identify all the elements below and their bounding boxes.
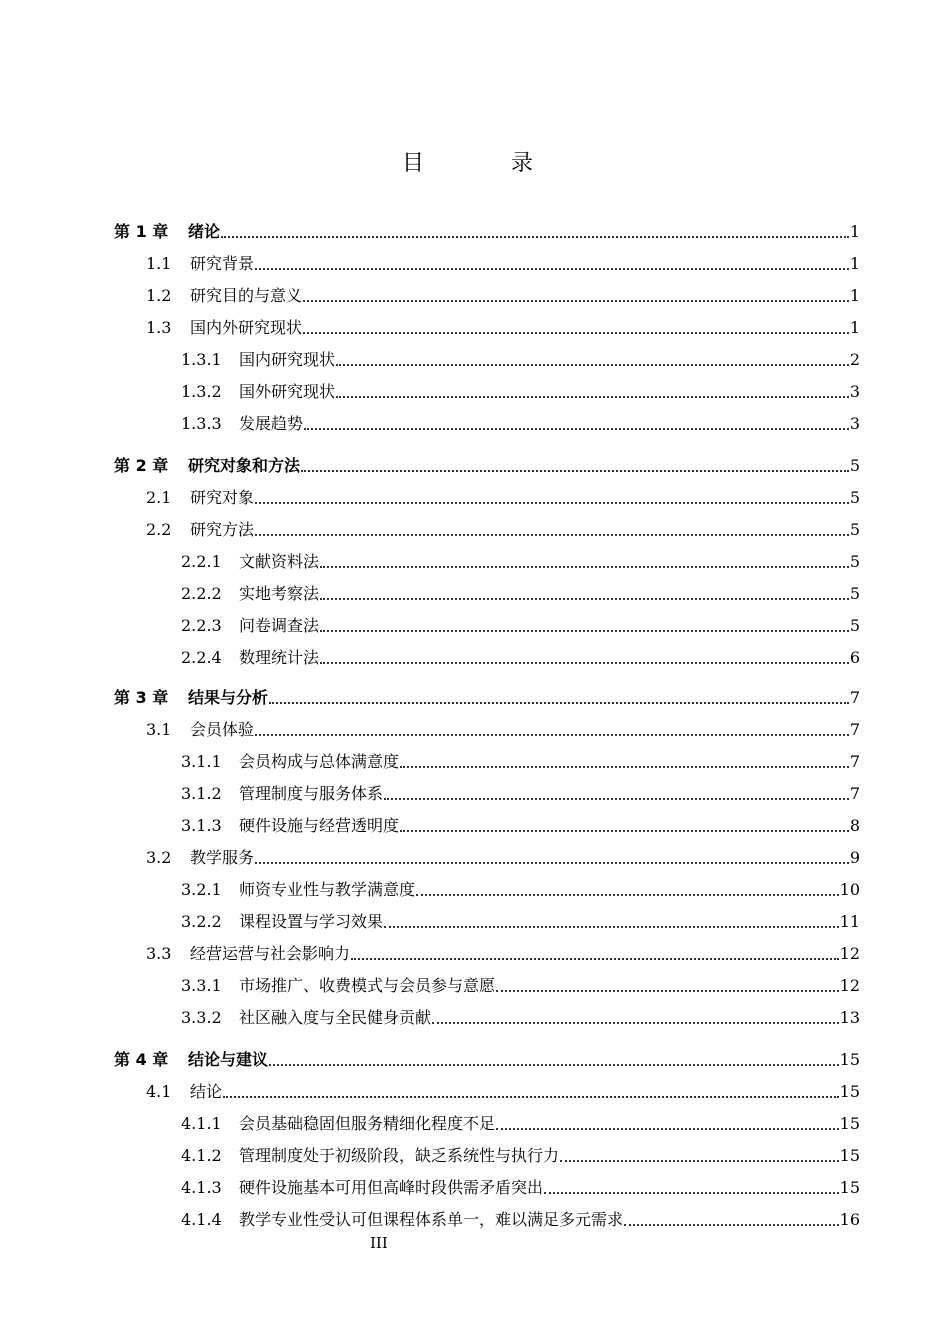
toc-section-entry[interactable]: [146, 934, 860, 964]
toc-entry-number: 2.2.2: [181, 584, 222, 603]
toc-entry-title: 会员基础稳固但服务精细化程度不足: [239, 1114, 496, 1133]
toc-entry-page: 10: [839, 880, 860, 899]
toc-entry-page: 7: [849, 752, 860, 771]
toc-subsection-entry[interactable]: [181, 574, 860, 604]
toc-leader-dots: [496, 989, 839, 992]
toc-chapter-entry[interactable]: [114, 678, 860, 708]
toc-leader-dots: [544, 1191, 839, 1194]
toc-leader-dots: [384, 925, 839, 928]
toc-subsection-entry[interactable]: [181, 966, 860, 996]
toc-entry-number: 4.1.2: [181, 1146, 222, 1165]
toc-subsection-entry[interactable]: [181, 806, 860, 836]
toc-entry-page: 1: [849, 318, 860, 337]
toc-entry-page: 15: [839, 1146, 860, 1165]
toc-entry-title: 硬件设施与经营透明度: [239, 816, 400, 835]
toc-entry-page: 12: [839, 944, 860, 963]
toc-entry-number: 4.1.3: [181, 1178, 222, 1197]
toc-chapter-entry[interactable]: [114, 212, 860, 242]
toc-entry-title: 发展趋势: [239, 414, 304, 433]
toc-entry-page: 1: [849, 254, 860, 273]
toc-entry-number: 2.2.1: [181, 552, 222, 571]
toc-section-entry[interactable]: [146, 1072, 860, 1102]
toc-entry-title: 社区融入度与全民健身贡献: [239, 1008, 432, 1027]
toc-entry-title: 经营运营与社会影响力: [190, 944, 351, 963]
toc-entry-page: 5: [849, 520, 860, 539]
toc-entry-number: 第 2 章: [114, 456, 169, 475]
toc-entry-title: 结论与建议: [188, 1050, 269, 1069]
toc-entry-title: 管理制度与服务体系: [239, 784, 384, 803]
toc-entry-number: 4.1.4: [181, 1210, 222, 1229]
toc-leader-dots: [560, 1159, 839, 1162]
toc-leader-dots: [624, 1223, 839, 1226]
toc-leader-dots: [301, 469, 849, 472]
page-title: 目 录: [402, 151, 573, 176]
toc-section-entry[interactable]: [146, 276, 860, 306]
toc-entry-page: 1: [849, 222, 860, 241]
toc-entry-number: 3.2: [146, 848, 172, 867]
toc-leader-dots: [351, 957, 839, 960]
toc-leader-dots: [255, 533, 849, 536]
toc-entry-number: 1.1: [146, 254, 172, 273]
toc-entry-title: 绪论: [188, 222, 221, 241]
toc-entry-page: 5: [849, 584, 860, 603]
toc-entry-number: 3.3: [146, 944, 172, 963]
toc-entry-page: 7: [849, 688, 860, 707]
toc-leader-dots: [255, 733, 849, 736]
toc-subsection-entry[interactable]: [181, 372, 860, 402]
toc-subsection-entry[interactable]: [181, 542, 860, 572]
toc-entry-page: 15: [839, 1178, 860, 1197]
toc-subsection-entry[interactable]: [181, 638, 860, 668]
toc-entry-number: 第 3 章: [114, 688, 169, 707]
toc-entry-page: 12: [839, 976, 860, 995]
toc-leader-dots: [255, 267, 849, 270]
toc-entry-page: 15: [839, 1050, 860, 1069]
toc-leader-dots: [416, 893, 839, 896]
toc-leader-dots: [384, 797, 849, 800]
toc-entry-title: 实地考察法: [239, 584, 320, 603]
toc-entry-title: 数理统计法: [239, 648, 320, 667]
toc-entry-page: 6: [849, 648, 860, 667]
toc-leader-dots: [303, 331, 849, 334]
toc-entry-page: 5: [849, 552, 860, 571]
toc-entry-number: 2.2.4: [181, 648, 222, 667]
toc-entry-title: 文献资料法: [239, 552, 320, 571]
toc-entry-page: 7: [849, 720, 860, 739]
page-number-footer: III: [370, 1234, 388, 1252]
toc-entry-page: 11: [839, 912, 860, 931]
toc-entry-number: 3.1.3: [181, 816, 222, 835]
toc-subsection-entry[interactable]: [181, 1200, 860, 1230]
toc-entry-title: 问卷调查法: [239, 616, 320, 635]
toc-chapter-entry[interactable]: [114, 1040, 860, 1070]
toc-leader-dots: [303, 299, 849, 302]
toc-leader-dots: [269, 1063, 839, 1066]
toc-leader-dots: [223, 1095, 839, 1098]
toc-section-entry[interactable]: [146, 510, 860, 540]
toc-entry-title: 国内外研究现状: [190, 318, 303, 337]
toc-entry-page: 15: [839, 1114, 860, 1133]
toc-subsection-entry[interactable]: [181, 1104, 860, 1134]
toc-leader-dots: [496, 1127, 839, 1130]
toc-entry-number: 1.2: [146, 286, 172, 305]
toc-leader-dots: [320, 629, 849, 632]
toc-subsection-entry[interactable]: [181, 902, 860, 932]
toc-entry-title: 研究对象: [190, 488, 255, 507]
toc-entry-title: 硬件设施基本可用但高峰时段供需矛盾突出: [239, 1178, 544, 1197]
toc-leader-dots: [255, 861, 849, 864]
toc-entry-title: 结论: [190, 1082, 223, 1101]
toc-entry-page: 16: [839, 1210, 860, 1229]
toc-subsection-entry[interactable]: [181, 998, 860, 1028]
toc-leader-dots: [320, 597, 849, 600]
toc-entry-number: 第 4 章: [114, 1050, 169, 1069]
toc-entry-page: 9: [849, 848, 860, 867]
toc-entry-title: 课程设置与学习效果: [239, 912, 384, 931]
toc-entry-page: 3: [849, 382, 860, 401]
toc-entry-page: 13: [839, 1008, 860, 1027]
toc-leader-dots: [400, 765, 849, 768]
toc-entry-number: 4.1: [146, 1082, 172, 1101]
toc-entry-page: 5: [849, 616, 860, 635]
toc-leader-dots: [269, 701, 849, 704]
toc-entry-number: 1.3.1: [181, 350, 222, 369]
toc-entry-number: 3.2.1: [181, 880, 222, 899]
toc-entry-page: 8: [849, 816, 860, 835]
toc-entry-title: 研究目的与意义: [190, 286, 303, 305]
toc-leader-dots: [336, 363, 849, 366]
toc-subsection-entry[interactable]: [181, 1136, 860, 1166]
toc-chapter-entry[interactable]: [114, 446, 860, 476]
toc-entry-title: 研究方法: [190, 520, 255, 539]
toc-entry-title: 结果与分析: [188, 688, 269, 707]
toc-leader-dots: [304, 427, 849, 430]
toc-entry-number: 3.3.2: [181, 1008, 222, 1027]
toc-entry-number: 3.1.1: [181, 752, 222, 771]
toc-entry-title: 管理制度处于初级阶段，缺乏系统性与执行力: [239, 1146, 560, 1165]
toc-subsection-entry[interactable]: [181, 774, 860, 804]
toc-leader-dots: [320, 661, 849, 664]
toc-subsection-entry[interactable]: [181, 742, 860, 772]
toc-entry-number: 第 1 章: [114, 222, 169, 241]
toc-section-entry[interactable]: [146, 710, 860, 740]
toc-entry-title: 国外研究现状: [239, 382, 336, 401]
toc-section-entry[interactable]: [146, 244, 860, 274]
toc-leader-dots: [320, 565, 849, 568]
toc-entry-page: 2: [849, 350, 860, 369]
toc-entry-title: 国内研究现状: [239, 350, 336, 369]
toc-section-entry[interactable]: [146, 308, 860, 338]
toc-entry-number: 3.1: [146, 720, 172, 739]
toc-section-entry[interactable]: [146, 478, 860, 508]
toc-leader-dots: [432, 1021, 839, 1024]
toc-subsection-entry[interactable]: [181, 404, 860, 434]
toc-entry-title: 研究对象和方法: [188, 456, 301, 475]
toc-entry-number: 2.2.3: [181, 616, 222, 635]
toc-entry-page: 5: [849, 488, 860, 507]
toc-leader-dots: [221, 235, 849, 238]
toc-entry-title: 教学服务: [190, 848, 255, 867]
toc-entry-title: 会员构成与总体满意度: [239, 752, 400, 771]
toc-subsection-entry[interactable]: [181, 870, 860, 900]
toc-subsection-entry[interactable]: [181, 340, 860, 370]
toc-entry-number: 1.3.2: [181, 382, 222, 401]
toc-leader-dots: [400, 829, 849, 832]
toc-entry-title: 师资专业性与教学满意度: [239, 880, 416, 899]
toc-entry-title: 教学专业性受认可但课程体系单一，难以满足多元需求: [239, 1210, 624, 1229]
toc-entry-number: 3.2.2: [181, 912, 222, 931]
toc-subsection-entry[interactable]: [181, 1168, 860, 1198]
toc-entry-number: 3.1.2: [181, 784, 222, 803]
toc-leader-dots: [336, 395, 849, 398]
toc-entry-page: 5: [849, 456, 860, 475]
toc-entry-number: 4.1.1: [181, 1114, 222, 1133]
toc-entry-title: 会员体验: [190, 720, 255, 739]
toc-entry-page: 15: [839, 1082, 860, 1101]
toc-section-entry[interactable]: [146, 838, 860, 868]
toc-entry-number: 2.2: [146, 520, 172, 539]
toc-entry-title: 研究背景: [190, 254, 255, 273]
toc-entry-page: 1: [849, 286, 860, 305]
toc-subsection-entry[interactable]: [181, 606, 860, 636]
toc-entry-number: 3.3.1: [181, 976, 222, 995]
toc-leader-dots: [255, 501, 849, 504]
toc-entry-page: 7: [849, 784, 860, 803]
toc-entry-page: 3: [849, 414, 860, 433]
toc-entry-number: 2.1: [146, 488, 172, 507]
toc-entry-number: 1.3: [146, 318, 172, 337]
toc-entry-number: 1.3.3: [181, 414, 222, 433]
toc-entry-title: 市场推广、收费模式与会员参与意愿: [239, 976, 496, 995]
